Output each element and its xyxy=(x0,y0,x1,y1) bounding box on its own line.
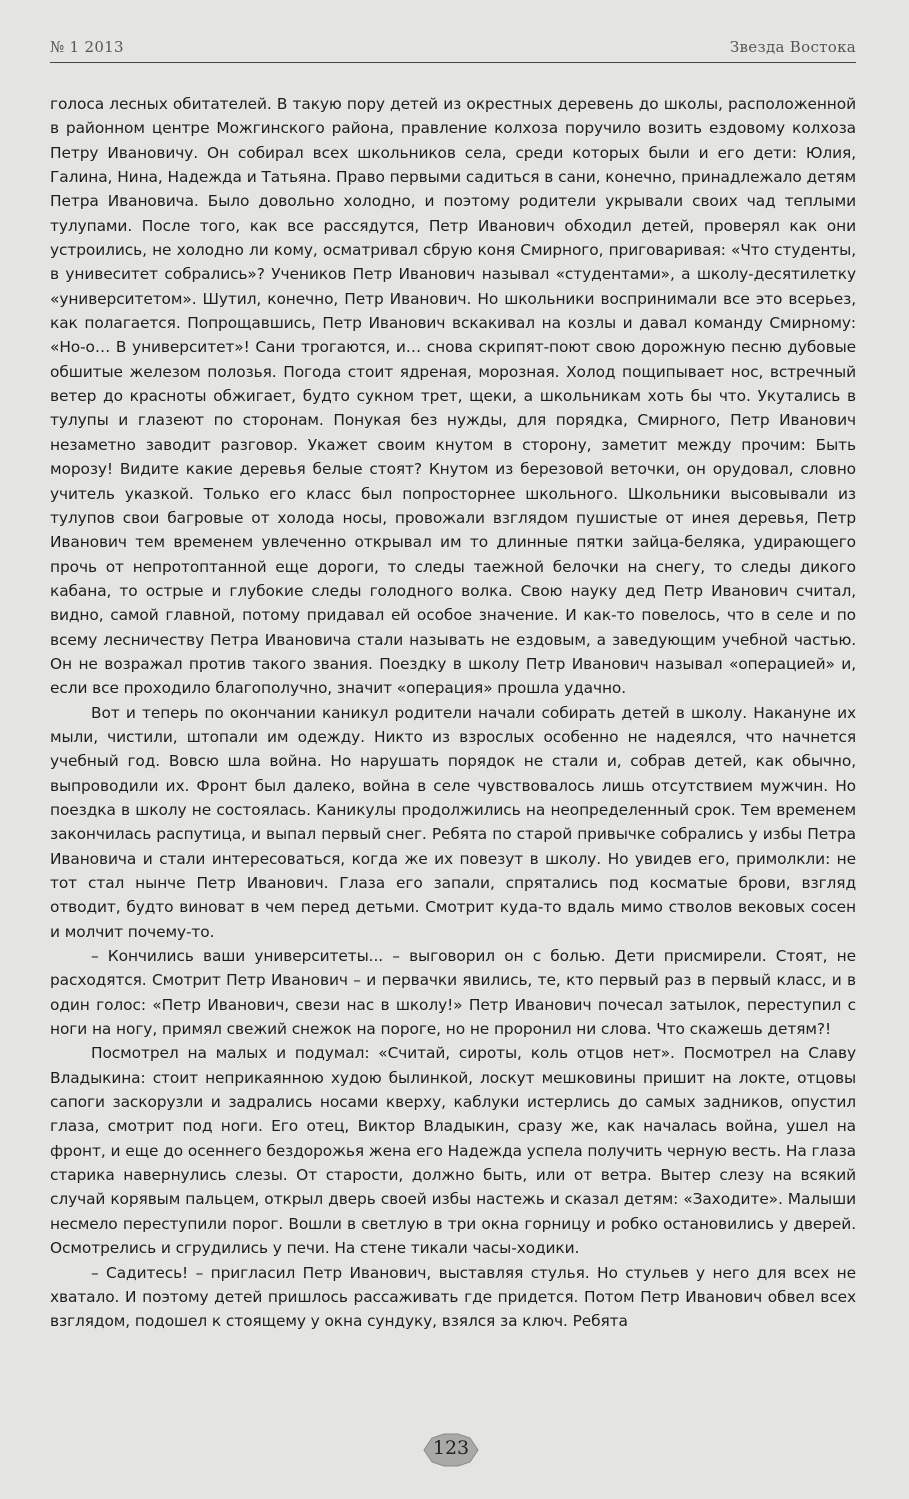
paragraph-5: – Садитесь! – пригласил Петр Иванович, выставляя стулья. Но стульев у него для всех не хватало. И поэтому детей пришлось рассаживать где придется. Потом Петр Иванович обвел всех взглядом, подошел к стоящему у окна сундуку, взялся за ключ. Ребята xyxy=(50,1263,856,1331)
paragraph-2: Вот и теперь по окончании каникул родители начали собирать детей в школу. Накануне их мыли, чистили, штопали им одежду. Никто из взрослых особенно не надеялся, что начнется учебный год. Вовсю шла война. Но нарушать порядок не стали и, собрав детей, как обычно, выпроводили их. Фронт был далеко, война в селе чувствовалось лишь отсутствием мужчин. Но поездка в школу не состоялась. Каникулы продолжились на неопределенный срок. Тем временем закончилась распутица, и выпал первый снег. Ребята по старой привычке собрались у избы Петра Ивановича и стали интересоваться, когда же их повезут в школу. Но увидев его, примолкли: не тот стал нынче Петр Иванович. Глаза его запали, спрятались под косматые брови, взгляд отводит, будто виноват в чем перед детьми. Смотрит куда-то вдаль мимо стволов вековых сосен и молчит почему-то. xyxy=(50,703,856,941)
paragraph-4: Посмотрел на малых и подумал: «Считай, сироты, коль отцов нет». Посмотрел на Славу Владыкина: стоит неприкаянною худою былинкой, лоскут мешковины пришит на локте, отцовы сапоги заскорузли и задрались носами кверху, каблуки истерлись до самых задников, опустил глаза, смотрит под ноги. Его отец, Виктор Владыкин, сразу же, как началась война, ушел на фронт, и еще до осеннего бездорожья жена его Надежда успела получить черную весть. На глаза старика навернулись слезы. От старости, должно быть, или от ветра. Вытер слезу на всякий случай корявым пальцем, открыл дверь своей избы настежь и сказал детям: «Заходите». Малыши несмело переступили порог. Вошли в светлую в три окна горницу и робко остановились у дверей. Осмотрелись и сгрудились у печи. На стене тикали часы-ходики. xyxy=(50,1044,856,1258)
article-body xyxy=(50,92,856,1334)
page-number-badge xyxy=(418,1432,484,1468)
page-number: 123 xyxy=(432,1437,470,1459)
paragraph-3: – Кончились ваши университеты... – выговорил он с болью. Дети присмирели. Стоят, не расходятся. Смотрит Петр Иванович – и первачки явились, те, кто первый раз в первый класс, и в один голос: «Петр Иванович, свези нас в школу!» Петр Иванович почесал затылок, переступил с ноги на ногу, примял свежий снежок на пороге, но не проронил ни слова. Что скажешь детям?! xyxy=(50,947,856,1039)
journal-title: Звезда Востока xyxy=(729,38,856,56)
paragraph-1: голоса лесных обитателей. В такую пору детей из окрестных деревень до школы, расположенной в районном центре Можгинского района, правление колхоза поручило возить ездовому колхоза Петру Ивановичу. Он собирал всех школьников села, среди которых были и его дети: Юлия, Галина, Нина, Надежда и Татьяна. Право первыми садиться в сани, конечно, принадлежало детям Петра Ивановича. Было довольно холодно, и поэтому родители укрывали своих чад теплыми тулупами. После того, как все рассядутся, Петр Иванович обходил детей, проверял как они устроились, не холодно ли кому, осматривал сбрую коня Смирного, приговаривая: «Что студенты, в унивеситет собрались»? Учеников Петр Иванович называл «студентами», а школу-десятилетку «университетом». Шутил, конечно, Петр Иванович. Но школьники воспринимали все это всерьез, как полагается. Попрощавшись, Петр Иванович вскакивал на козлы и давал команду Смирному: «Но-о… В университет»! Сани трогаются, и… снова скрипят-поют свою дорожную песню дубовые обшитые железом полозья. Погода стоит ядреная, морозная. Холод пощипывает нос, встречный ветер до красноты обжигает, будто сукном трет, щеки, а школьникам хоть бы что. Укутались в тулупы и глазеют по сторонам. Понукая без нужды, для порядка, Смирного, Петр Иванович незаметно заводит разговор. Укажет своим кнутом в сторону, заметит между прочим: Быть морозу! Видите какие деревья белые стоят? Кнутом из березовой веточки, он орудовал, словно учитель указкой. Только его класс был попросторнее школьного. Школьники высовывали из тулупов свои багровые от холода носы, провожали взглядом пушистые от инея деревья, Петр Иванович тем временем увлеченно открывал им то длинные пятки зайца-беляка, удирающего прочь от непротоптанной еще дороги, то следы таежной белочки на снегу, то следы дикого кабана, то острые и глубокие следы голодного волка. Свою науку дед Петр Иванович считал, видно, самой главной, потому придавал ей особое значение. И как-то повелось, что в селе и по всему лесничеству Петра Ивановича стали называть не ездовым, а заведующим учебной частью. Он не возражал против такого звания. Поездку в школу Петр Иванович называл «операцией» и, если все проходило благополучно, значит «операция» прошла удачно. xyxy=(50,95,856,698)
issue-number: № 1 2013 xyxy=(50,38,124,56)
running-header xyxy=(50,36,856,63)
